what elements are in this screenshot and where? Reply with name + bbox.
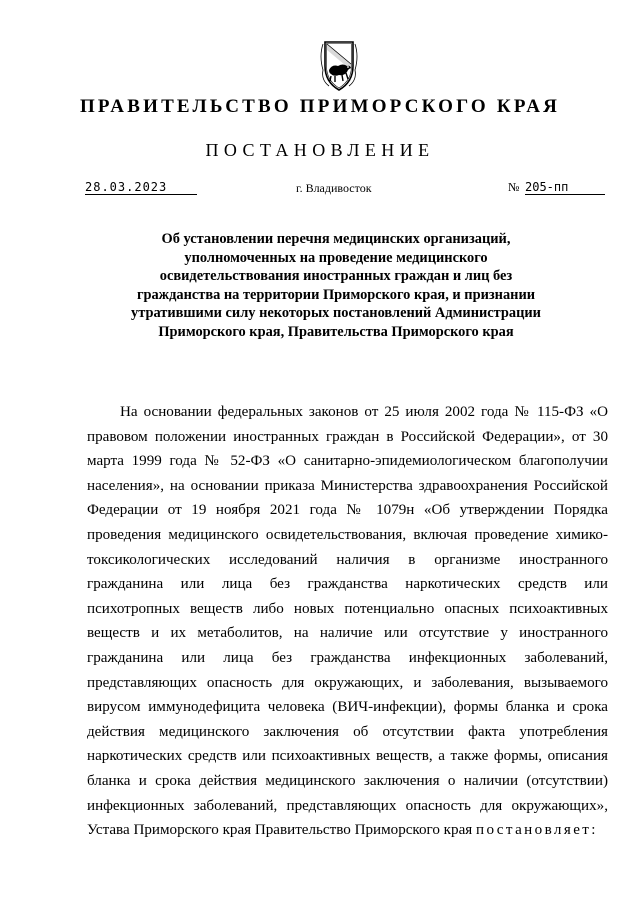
document-type: ПОСТАНОВЛЕНИЕ (205, 140, 435, 160)
document-city: г. Владивосток (296, 181, 372, 195)
document-meta-row (0, 180, 640, 200)
document-date: 28.03.2023 (85, 180, 197, 195)
coat-of-arms-icon (307, 36, 371, 94)
decree-word: постановляет: (476, 822, 598, 839)
body-paragraph-text: На основании федеральных законов от 25 июля 2002 года № 115-ФЗ «О правовом положении иностранных граждан в Российской Федерации», от 30 марта 1999 года № 52-ФЗ «О санитарно-эпидемиологическом благополучии населения», на основании приказа Министерства здравоохранения Российской Федерации от 19 ноября 2021 года № 1079н «Об утверждении Порядка проведения медицинского освидетельствования, включая проведение химико-токсикологических исследований наличия в организме иностранного гражданина или лица без гражданства наркотических средств или психотропных веществ либо новых потенциально опасных психоактивных веществ и их метаболитов, на наличие или отсутствие у иностранного гражданина или лица без гражданства инфекционных заболеваний, представляющих опасность для окружающих, и заболевания, вызываемого вирусом иммунодефицита человека (ВИЧ-инфекции), формы бланка и срока действия медицинского заключения об отсутствии факта употребления наркотических средств или психоактивных веществ, а также формы, описания бланка и срока действия медицинского заключения о наличии (отсутствии) инфекционных заболеваний, представляющих опасность для окружающих», Устава Приморского края Правительство Приморского края (87, 404, 608, 839)
government-title: ПРАВИТЕЛЬСТВО ПРИМОРСКОГО КРАЯ (79, 96, 561, 117)
document-number: 205-пп (525, 180, 605, 195)
document-number-label: № (508, 180, 520, 194)
document-subject: Об установлении перечня медицинских организаций, уполномоченных на проведение медицинского освидетельствования иностранных граждан и лиц без гражданства на территории Приморского края, и признании утратившими силу некоторых постановлений Администрации Приморского края, Правительства Приморского края (131, 231, 541, 340)
document-body (87, 400, 608, 843)
body-paragraph (87, 400, 608, 843)
